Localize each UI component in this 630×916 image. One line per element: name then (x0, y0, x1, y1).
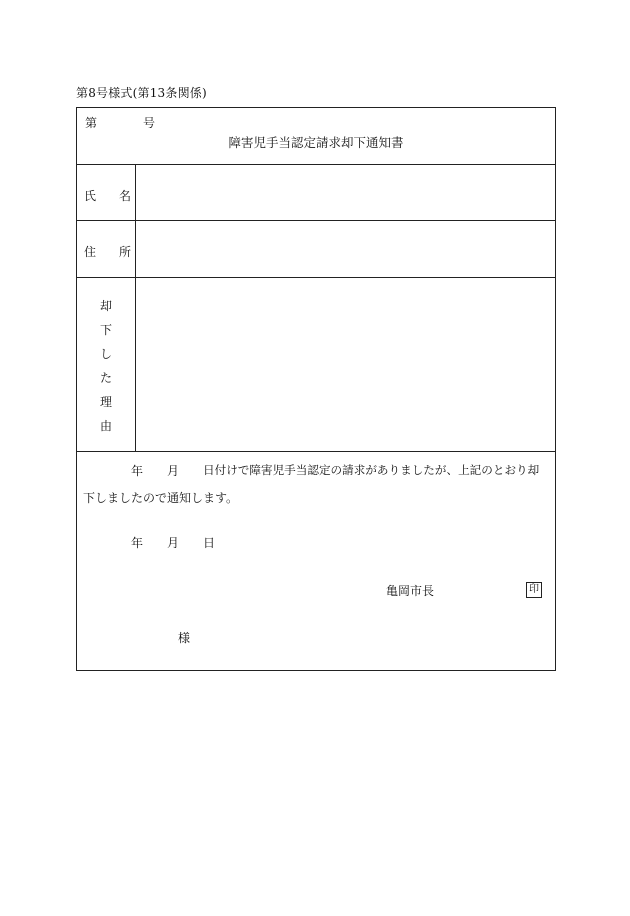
recipient-suffix: 様 (178, 631, 191, 645)
date-day: 日 (203, 536, 216, 550)
seal-mark: 印 (526, 582, 542, 598)
reason-label-char: た (99, 371, 112, 385)
divider-header (77, 164, 555, 165)
notice-year: 年 (131, 464, 144, 478)
issuer-name: 亀岡市長 (386, 584, 435, 598)
number-suffix: 号 (143, 116, 156, 130)
number-prefix: 第 (85, 116, 98, 130)
date-year: 年 (131, 536, 144, 550)
label-column-divider (135, 164, 136, 451)
date-month: 月 (167, 536, 180, 550)
form-number-label: 第8号様式(第13条関係) (76, 86, 207, 100)
divider-reason (77, 451, 555, 452)
reason-label-char: 下 (99, 323, 112, 337)
name-label-char-2: 名 (119, 189, 132, 203)
divider-name (77, 220, 555, 221)
name-label-char-1: 氏 (84, 189, 97, 203)
reason-label-char: 却 (99, 299, 112, 313)
reason-label-char: 理 (99, 395, 112, 409)
reason-label-char: し (99, 347, 112, 361)
notice-line-1: 日付けで障害児手当認定の請求がありましたが、上記のとおり却 (203, 463, 540, 477)
reason-label-char: 由 (99, 419, 112, 433)
address-label-char-2: 所 (119, 245, 132, 259)
notice-month: 月 (167, 464, 180, 478)
divider-address (77, 277, 555, 278)
document-title: 障害児手当認定請求却下通知書 (228, 135, 404, 150)
reason-label (77, 294, 135, 438)
notice-line-2: 下しましたので通知します。 (83, 491, 239, 505)
notice-form-table (76, 107, 556, 671)
address-label-char-1: 住 (84, 245, 97, 259)
